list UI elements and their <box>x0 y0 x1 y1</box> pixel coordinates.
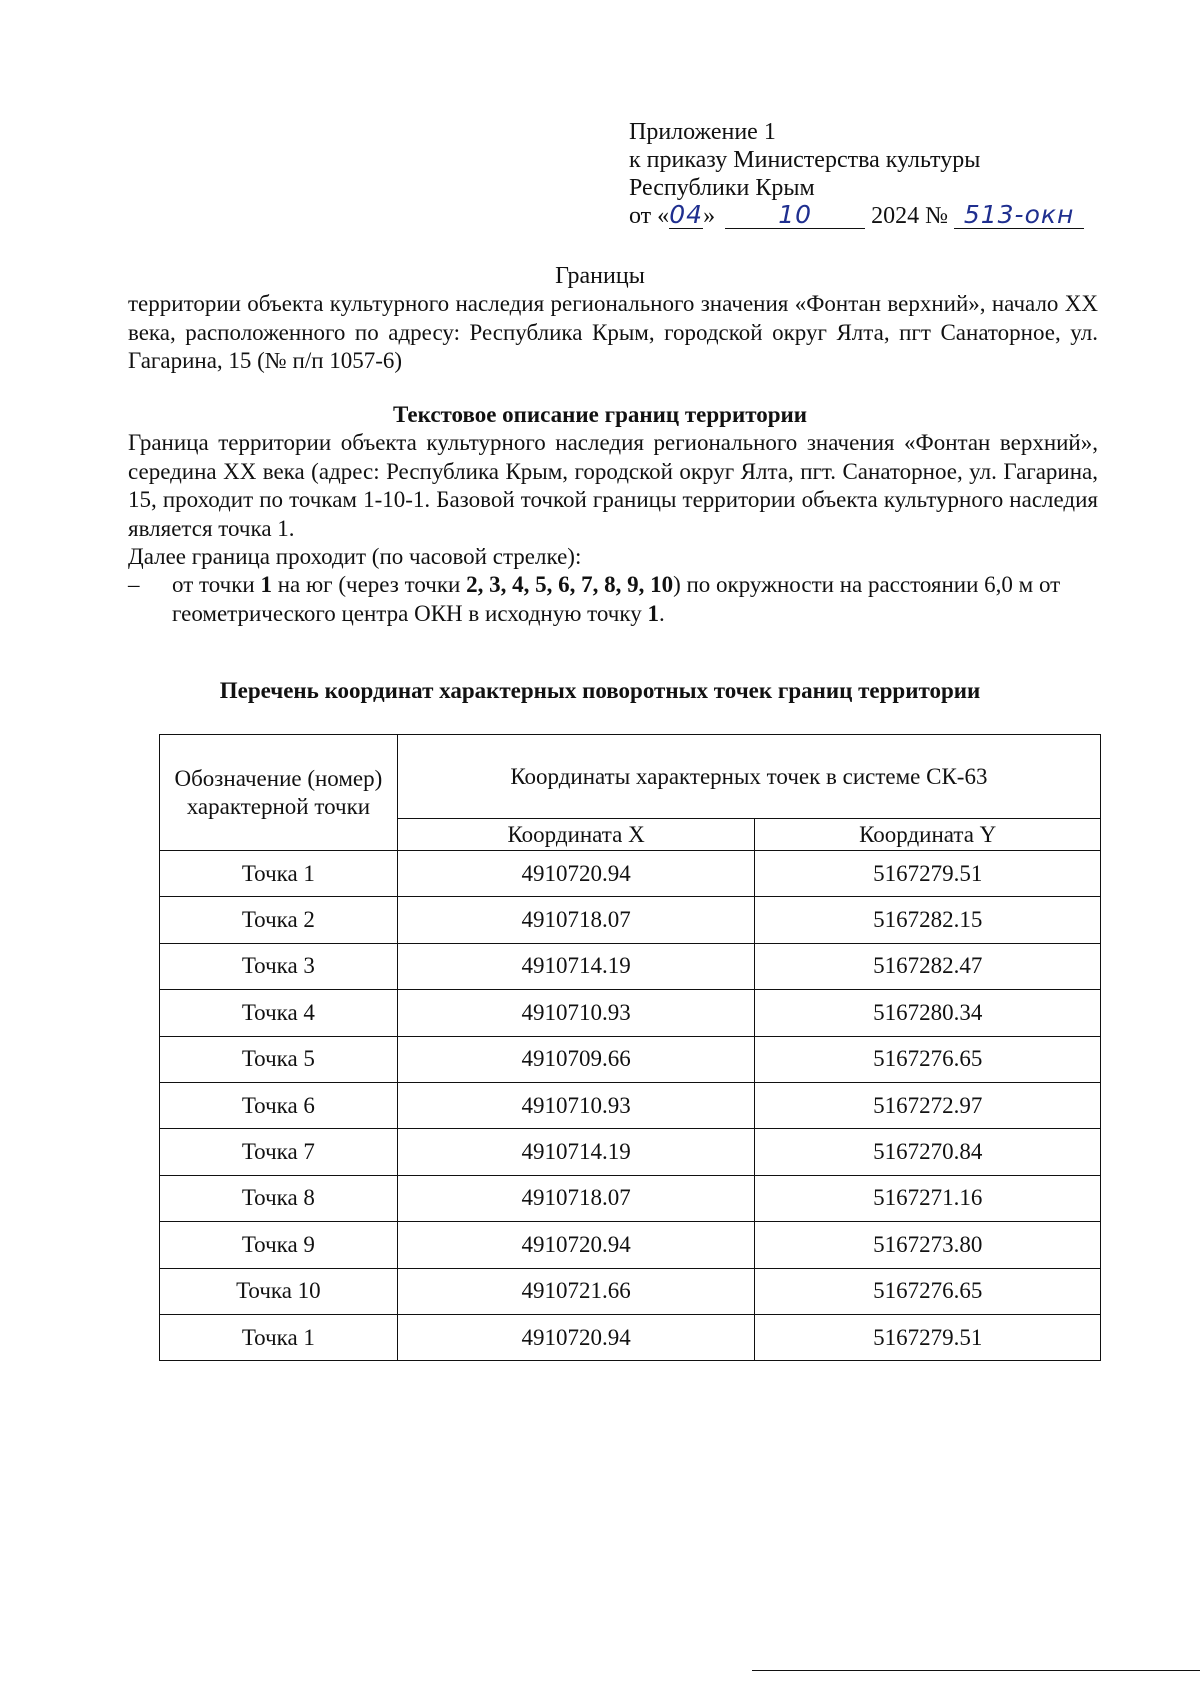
appendix-title: Приложение 1 <box>629 119 776 145</box>
header-y: Координата Y <box>755 819 1101 851</box>
item-text-2: на юг (через точки <box>271 572 467 597</box>
order-number: 513-окн <box>954 204 1084 229</box>
list-dash: – <box>128 572 140 597</box>
date-day: 04 <box>669 200 704 229</box>
cell-point: Точка 3 <box>160 943 398 989</box>
cell-point: Точка 9 <box>160 1222 398 1268</box>
appendix-republic: Республики Крым <box>629 175 815 201</box>
cell-x: 4910710.93 <box>397 1082 755 1128</box>
cell-x: 4910718.07 <box>397 897 755 943</box>
header-point: Обозначение (номер) характерной точки <box>160 735 398 851</box>
table-row <box>160 897 1101 943</box>
footer-rule <box>752 1670 1200 1671</box>
list-item-text <box>172 571 1118 628</box>
boundary-list-item <box>128 571 1118 628</box>
cell-x: 4910714.19 <box>397 1129 755 1175</box>
coordinates-table <box>159 734 1101 1361</box>
appendix-order-ref: к приказу Министерства культуры <box>629 147 981 173</box>
cell-y: 5167280.34 <box>755 990 1101 1036</box>
table-row <box>160 1175 1101 1221</box>
cell-y: 5167270.84 <box>755 1129 1101 1175</box>
table-row <box>160 851 1101 897</box>
cell-y: 5167279.51 <box>755 851 1101 897</box>
cell-point: Точка 1 <box>160 1314 398 1360</box>
table-row <box>160 1268 1101 1314</box>
cell-y: 5167276.65 <box>755 1036 1101 1082</box>
cell-x: 4910709.66 <box>397 1036 755 1082</box>
table-header-row <box>160 735 1101 819</box>
cell-point: Точка 5 <box>160 1036 398 1082</box>
date-day-suffix: » <box>703 203 716 229</box>
table-row <box>160 1129 1101 1175</box>
header-system: Координаты характерных точек в системе СК-63 <box>397 735 1100 819</box>
cell-y: 5167273.80 <box>755 1222 1101 1268</box>
table-row <box>160 943 1101 989</box>
cell-x: 4910720.94 <box>397 1314 755 1360</box>
cell-point: Точка 8 <box>160 1175 398 1221</box>
table-row <box>160 1036 1101 1082</box>
cell-x: 4910718.07 <box>397 1175 755 1221</box>
item-via-points: 2, 3, 4, 5, 6, 7, 8, 9, 10 <box>466 572 674 597</box>
cell-x: 4910714.19 <box>397 943 755 989</box>
item-text-1: от точки <box>172 572 261 597</box>
appendix-date-line <box>629 202 1084 230</box>
cell-y: 5167282.47 <box>755 943 1101 989</box>
cell-point: Точка 10 <box>160 1268 398 1314</box>
date-prefix: от « <box>629 203 670 229</box>
document-title: Границы <box>555 263 645 289</box>
item-end-point: 1 <box>647 600 659 626</box>
item-text-3: ) по окружности на расстоянии 6,0 м от геометрического центра ОКН в исходную точку <box>172 572 1061 626</box>
description-intro: Далее граница проходит (по часовой стрелке): <box>128 544 582 569</box>
item-text-4: . <box>658 600 665 626</box>
item-start-point: 1 <box>260 572 272 597</box>
date-year: 2024 № <box>871 203 949 229</box>
cell-x: 4910710.93 <box>397 990 755 1036</box>
cell-x: 4910720.94 <box>397 1222 755 1268</box>
cell-y: 5167282.15 <box>755 897 1101 943</box>
appendix-block <box>629 118 1084 230</box>
cell-y: 5167272.97 <box>755 1082 1101 1128</box>
table-title: Перечень координат характерных поворотных точек границ территории <box>219 678 981 703</box>
cell-point: Точка 2 <box>160 897 398 943</box>
table-row <box>160 1222 1101 1268</box>
cell-y: 5167276.65 <box>755 1268 1101 1314</box>
description-title: Текстовое описание границ территории <box>392 402 808 427</box>
header-x: Координата X <box>397 819 755 851</box>
table-row <box>160 1314 1101 1360</box>
date-month: 10 <box>725 204 865 229</box>
description-paragraph: Граница территории объекта культурного наследия регионального значения «Фонтан верхний», середина XX века (адрес: Республика Крым, городской округ Ялта, пгт. Санаторное, ул. Гагарина, 15, проходит по точкам 1-10-1. Базовой точкой границы территории объекта культурного наследия является точка 1. <box>128 430 1098 541</box>
cell-x: 4910721.66 <box>397 1268 755 1314</box>
cell-point: Точка 4 <box>160 990 398 1036</box>
table-row <box>160 990 1101 1036</box>
cell-point: Точка 6 <box>160 1082 398 1128</box>
cell-y: 5167271.16 <box>755 1175 1101 1221</box>
table-row <box>160 1082 1101 1128</box>
cell-y: 5167279.51 <box>755 1314 1101 1360</box>
document-subtitle: территории объекта культурного наследия регионального значения «Фонтан верхний», начало XX века, расположенного по адресу: Республика Крым, городской округ Ялта, пгт Санаторное, ул. Гагарина, 15 (№ п/п 1057-6) <box>128 291 1098 373</box>
cell-point: Точка 7 <box>160 1129 398 1175</box>
cell-point: Точка 1 <box>160 851 398 897</box>
cell-x: 4910720.94 <box>397 851 755 897</box>
